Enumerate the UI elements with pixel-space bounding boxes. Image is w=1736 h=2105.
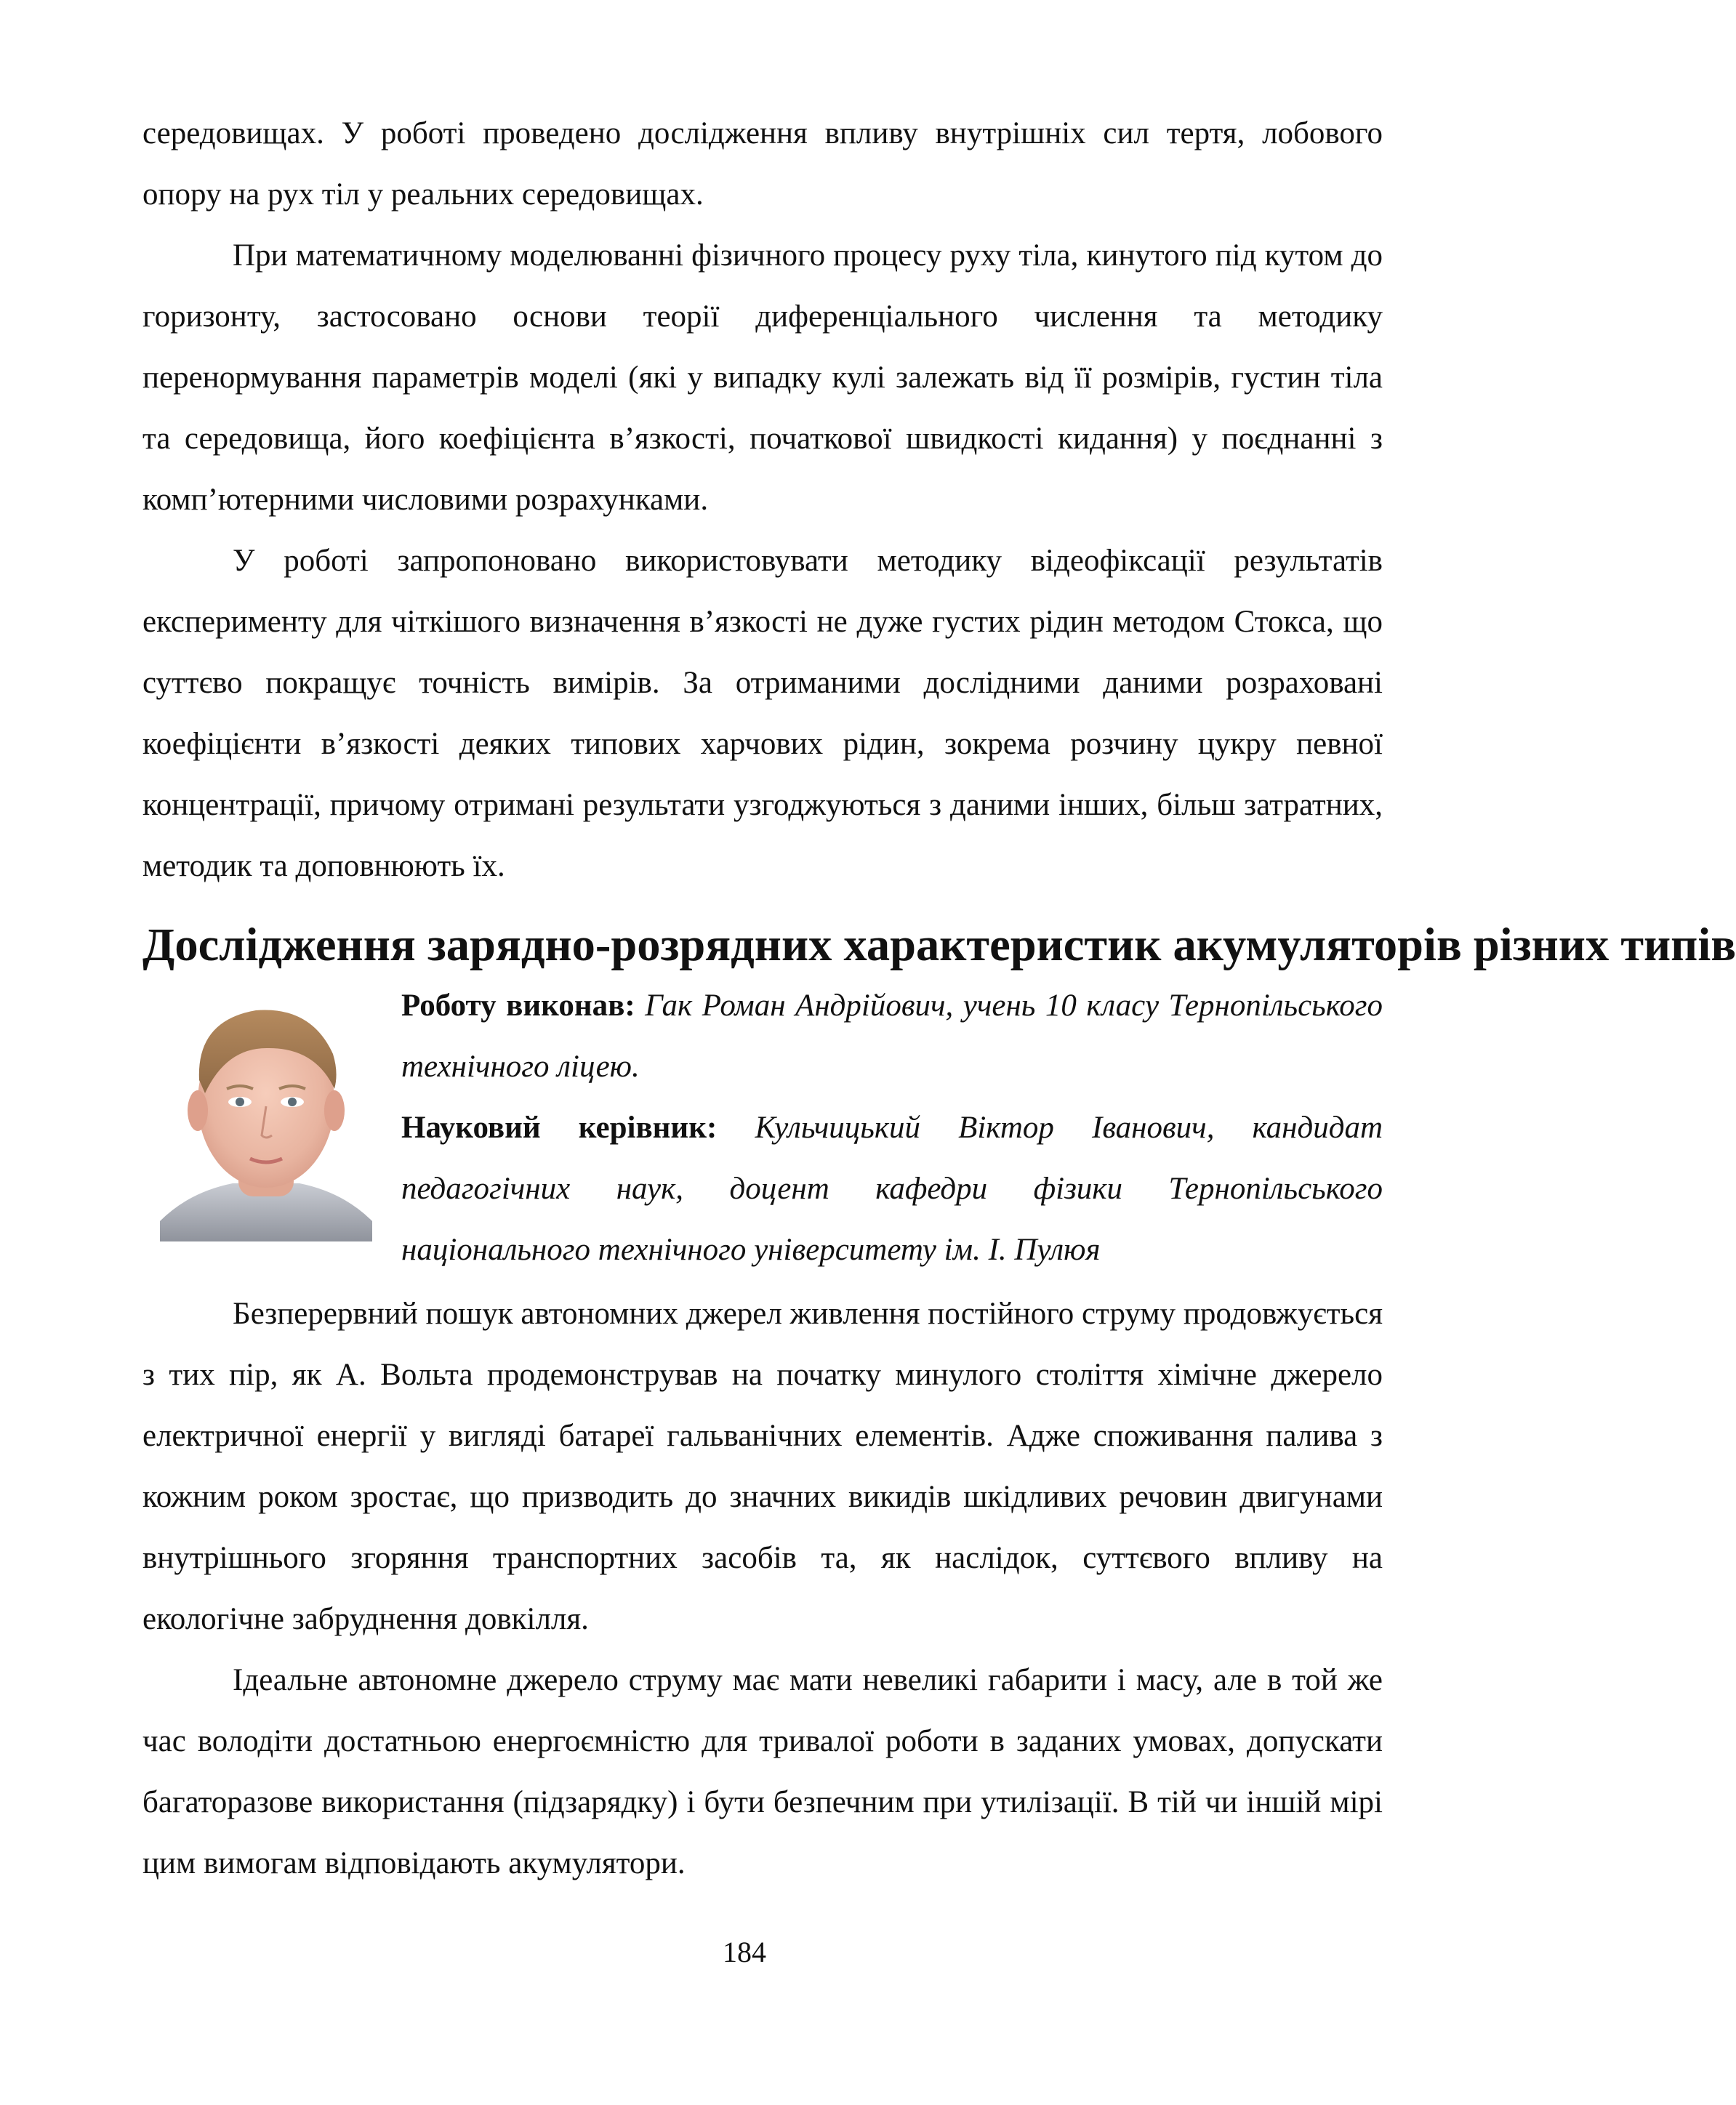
paragraph-1: середовищах. У роботі проведено дослідження впливу внутрішніх сил тертя, лобового опору на рух тіл у реальних середовищах. — [142, 116, 1383, 212]
paragraph-5: Ідеальне автономне джерело струму має мати невеликі габарити і масу, але в той же час володіти достатньою енергоємністю для тривалої роботи в заданих умовах, допускати багаторазове використання (підзарядку) і бути безпечним при утилізації. В тій чи іншій мірі цим вимогам відповідають акумулятори. — [142, 1663, 1383, 1880]
paragraph-3: У роботі запропоновано використовувати методику відеофіксації результатів експерименту для чіткішого визначення в’язкості не дуже густих рідин методом Стокса, що суттєво покращує точність вимірів. За отриманими дослідними даними розраховані коефіцієнти в’язкості деяких типових харчових рідин, зокрема розчину цукру певної концентрації, причому отримані результати узгоджуються з даними інших, більш затратних, методик та доповнюють їх. — [142, 544, 1383, 883]
supervisor-label: Науковий керівник: — [401, 1111, 718, 1145]
author-photo — [160, 987, 372, 1241]
author-label: Роботу виконав: — [401, 989, 635, 1023]
page-number: 184 — [723, 1936, 766, 1968]
document-page — [142, 103, 1736, 1894]
supervisor-line — [401, 1098, 1383, 1281]
author-name: Гак Роман Андрійович, учень 10 класу Тернопільського технічного ліцею. — [401, 989, 1383, 1084]
author-line — [401, 975, 1383, 1098]
supervisor-name: Кульчицький Віктор Іванович, кандидат педагогічних наук, доцент кафедри фізики Тернопільського національного технічного університету ім. І. Пулюя — [401, 1111, 1383, 1267]
paragraph-2: При математичному моделюванні фізичного процесу руху тіла, кинутого під кутом до горизонту, застосовано основи теорії диференціального числення та методику перенормування параметрів моделі (які у випадку кулі залежать від її розмірів, густин тіла та середовища, його коефіцієнта в’язкості, початкової швидкості кидання) у поєднанні з комп’ютерними числовими розрахунками. — [142, 238, 1383, 517]
paragraph-4: Безперервний пошук автономних джерел живлення постійного струму продовжується з тих пір, як А. Вольта продемонстрував на початку минулого століття хімічне джерело електричної енергії у вигляді батареї гальванічних елементів. Адже споживання палива з кожним роком зростає, що призводить до значних викидів шкідливих речовин двигунами внутрішнього згоряння транспортних засобів та, як наслідок, суттєвого впливу на екологічне забруднення довкілля. — [142, 1297, 1383, 1636]
author-info — [401, 975, 1383, 1281]
author-block — [142, 975, 1383, 1284]
author-portrait-image — [160, 987, 372, 1241]
section-title: Дослідження зарядно-розрядних характеристик акумуляторів різних типів — [142, 919, 1736, 970]
